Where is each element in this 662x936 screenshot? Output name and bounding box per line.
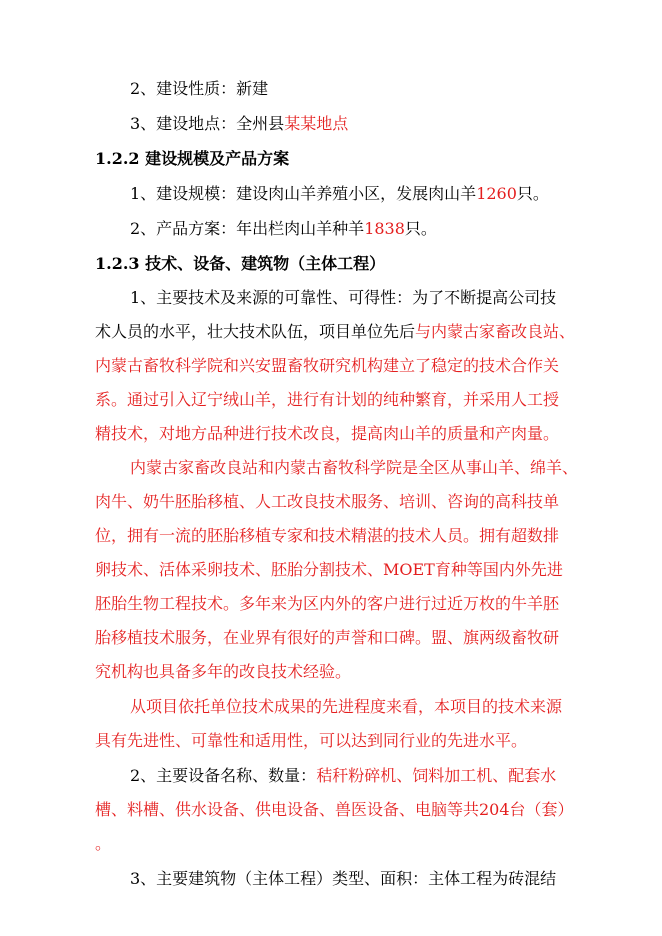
highlighted-number: 1260 bbox=[476, 184, 517, 203]
paragraph-line bbox=[130, 457, 578, 479]
paragraph-line bbox=[95, 423, 559, 445]
highlighted-text: 内蒙古家畜改良站和内蒙古畜牧科学院是全区从事山羊、绵羊、 bbox=[130, 458, 579, 477]
paragraph-line bbox=[95, 559, 563, 581]
highlighted-text: 。 bbox=[95, 834, 112, 853]
line-text: 术人员的水平，壮大技术队伍，项目单位先后 bbox=[95, 322, 416, 341]
paragraph-line bbox=[95, 525, 559, 547]
highlighted-text: 究机构也具备多年的改良技术经验。 bbox=[95, 662, 352, 681]
highlighted-text: 具有先进性、可靠性和适用性，可以达到同行业的先进水平。 bbox=[95, 731, 528, 750]
paragraph-line bbox=[130, 113, 348, 135]
line-text: 3、建设地点：全州县 bbox=[130, 114, 285, 133]
section-heading bbox=[95, 148, 289, 170]
paragraph-line bbox=[130, 696, 562, 718]
highlighted-text: 卵技术、活体采卵技术、胚胎分割技术、MOET育种等国内外先进 bbox=[95, 560, 563, 579]
highlighted-text: 与内蒙古家畜改良站、 bbox=[415, 322, 576, 341]
paragraph-line bbox=[95, 661, 351, 683]
paragraph-line bbox=[130, 765, 556, 787]
paragraph-line bbox=[95, 593, 559, 615]
paragraph-line bbox=[95, 730, 527, 752]
paragraph-line bbox=[95, 491, 559, 513]
line-text: 3、主要建筑物（主体工程）类型、面积：主体工程为砖混结 bbox=[130, 869, 557, 888]
line-text: 只。 bbox=[516, 184, 549, 203]
paragraph-line bbox=[95, 389, 559, 411]
paragraph-line bbox=[130, 868, 556, 890]
highlighted-text: 秸秆粉碎机、饲料加工机、配套水 bbox=[316, 766, 557, 785]
line-text: 2、产品方案：年出栏肉山羊种羊 bbox=[130, 219, 365, 238]
paragraph-line bbox=[130, 287, 556, 309]
heading-text: 1.2.3 技术、设备、建筑物（主体工程） bbox=[95, 254, 386, 273]
paragraph-line bbox=[95, 321, 575, 343]
paragraph-line bbox=[130, 183, 549, 205]
highlighted-text: 从项目依托单位技术成果的先进程度来看，本项目的技术来源 bbox=[130, 697, 563, 716]
highlighted-text: 肉牛、奶牛胚胎移植、人工改良技术服务、培训、咨询的高科技单 bbox=[95, 492, 560, 511]
highlighted-text: 某某地点 bbox=[284, 114, 349, 133]
highlighted-text: 精技术，对地方品种进行技术改良，提高肉山羊的质量和产肉量。 bbox=[95, 424, 560, 443]
line-text: 只。 bbox=[404, 219, 437, 238]
heading-text: 1.2.2 建设规模及产品方案 bbox=[95, 149, 290, 168]
paragraph-line bbox=[95, 799, 574, 821]
highlighted-text: 系。通过引入辽宁绒山羊，进行有计划的纯种繁育，并采用人工授 bbox=[95, 390, 560, 409]
paragraph-line bbox=[95, 627, 559, 649]
highlighted-number: 1838 bbox=[364, 219, 405, 238]
section-heading bbox=[95, 253, 385, 275]
highlighted-text: 槽、料槽、供水设备、供电设备、兽医设备、电脑等共204台（套） bbox=[95, 800, 574, 819]
line-text: 1、建设规模：建设肉山羊养殖小区，发展肉山羊 bbox=[130, 184, 477, 203]
highlighted-text: 胚胎生物工程技术。多年来为区内外的客户进行过近万枚的牛羊胚 bbox=[95, 594, 560, 613]
paragraph-line bbox=[95, 355, 559, 377]
highlighted-text: 内蒙古畜牧科学院和兴安盟畜牧研究机构建立了稳定的技术合作关 bbox=[95, 356, 560, 375]
line-text: 1、主要技术及来源的可靠性、可得性：为了不断提高公司技 bbox=[130, 288, 557, 307]
paragraph-line bbox=[130, 218, 437, 240]
paragraph-line bbox=[130, 78, 268, 100]
line-text: 2、建设性质：新建 bbox=[130, 79, 269, 98]
highlighted-text: 胎移植技术服务，在业界有很好的声誉和口碑。盟、旗两级畜牧研 bbox=[95, 628, 560, 647]
highlighted-text: 位，拥有一流的胚胎移植专家和技术精湛的技术人员。拥有超数排 bbox=[95, 526, 560, 545]
paragraph-line bbox=[95, 833, 111, 855]
line-text: 2、主要设备名称、数量： bbox=[130, 766, 317, 785]
